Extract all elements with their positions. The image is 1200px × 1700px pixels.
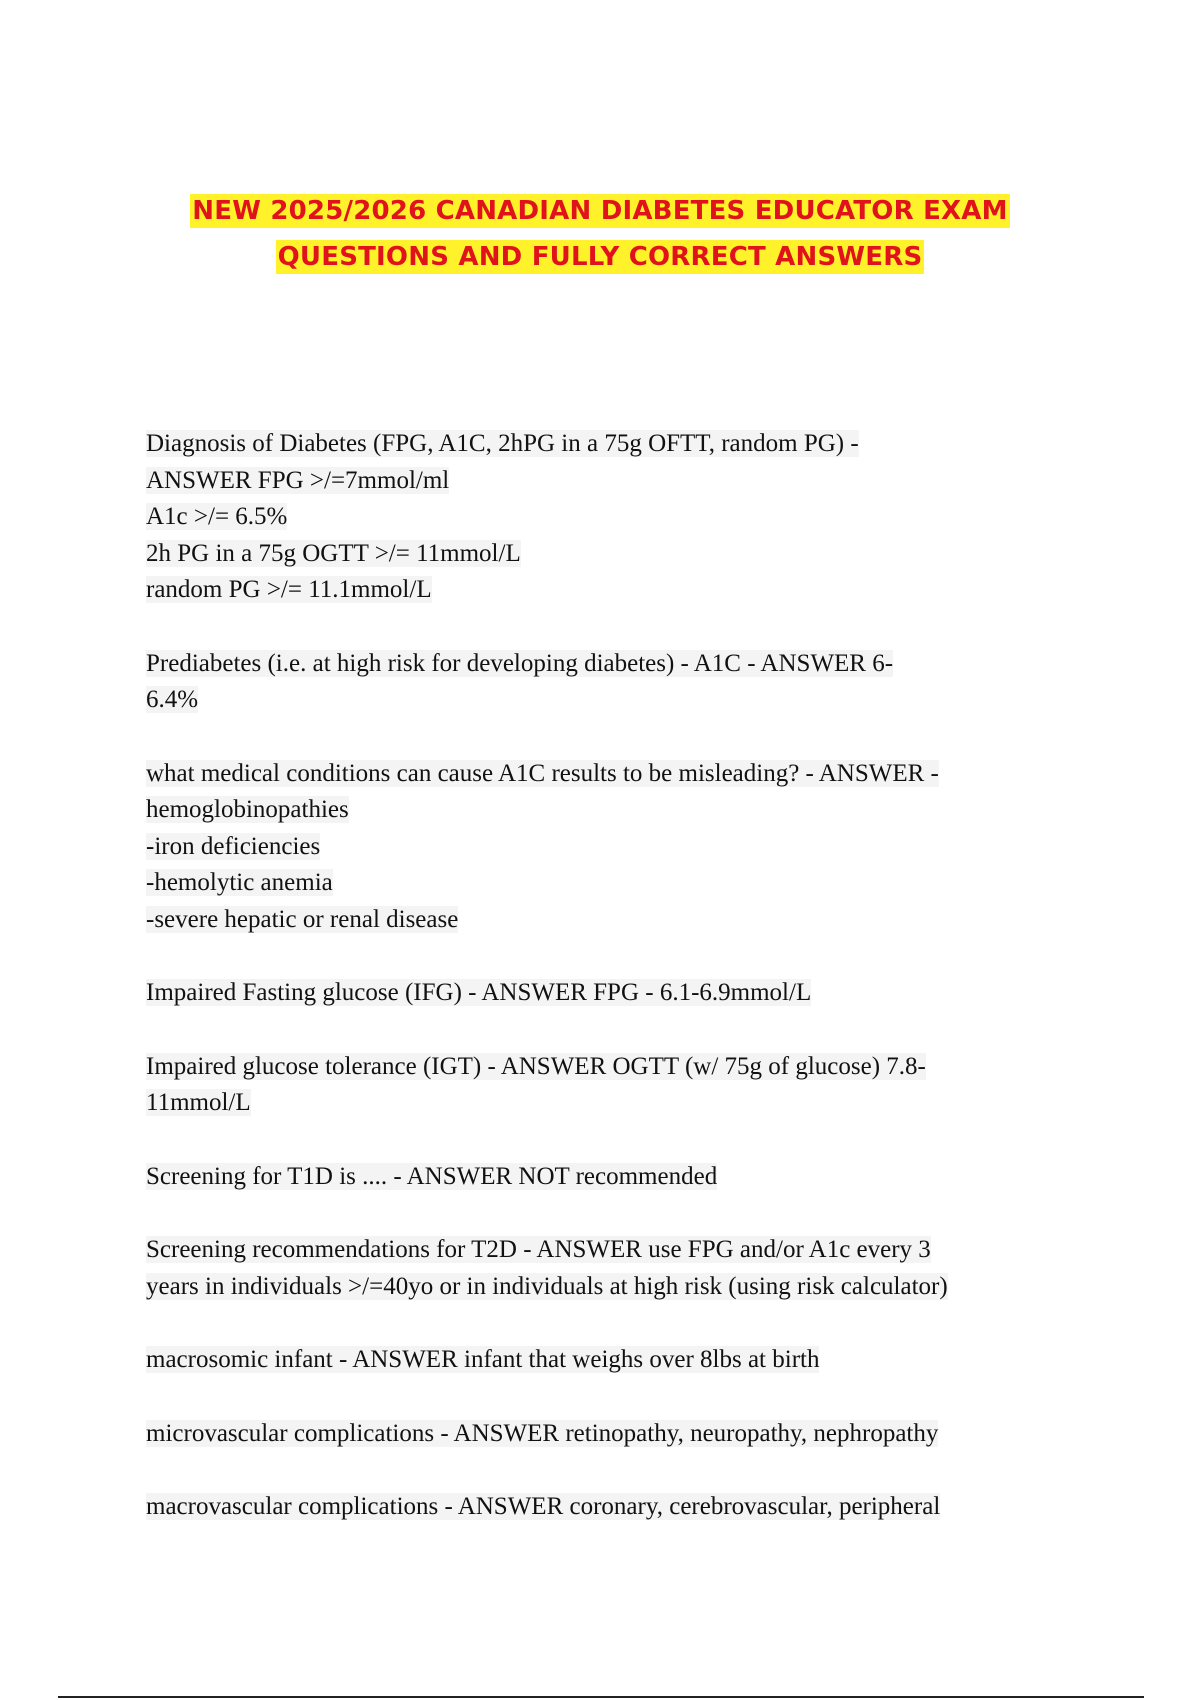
qa-line: -severe hepatic or renal disease	[146, 905, 459, 933]
title-line-1: NEW 2025/2026 CANADIAN DIABETES EDUCATOR EXAM	[192, 196, 1008, 226]
qa-line: -iron deficiencies	[146, 832, 321, 860]
qa-line: random PG >/= 11.1mmol/L	[146, 576, 432, 603]
qa-item-ifg	[146, 975, 1076, 1012]
qa-line: Impaired glucose tolerance (IGT) - ANSWER OGTT (w/ 75g of glucose) 7.8-	[146, 1052, 926, 1080]
qa-line: Impaired Fasting glucose (IFG) - ANSWER FPG - 6.1-6.9mmol/L	[146, 979, 812, 1006]
qa-line: macrovascular complications - ANSWER coronary, cerebrovascular, peripheral	[146, 1493, 941, 1520]
qa-line: hemoglobinopathies	[146, 796, 349, 823]
qa-item-diagnosis	[146, 426, 1076, 609]
qa-line: Diagnosis of Diabetes (FPG, A1C, 2hPG in a 75g OFTT, random PG) -	[146, 430, 859, 457]
qa-line: Screening for T1D is .... - ANSWER NOT recommended	[146, 1162, 718, 1190]
qa-line: Screening recommendations for T2D - ANSWER use FPG and/or A1c every 3	[146, 1236, 931, 1263]
qa-list	[146, 426, 1076, 1563]
qa-line: 6.4%	[146, 686, 199, 713]
title-line-2: QUESTIONS AND FULLY CORRECT ANSWERS	[277, 242, 923, 272]
qa-line: A1c >/= 6.5%	[146, 503, 288, 530]
qa-line: ANSWER FPG >/=7mmol/ml	[146, 466, 450, 494]
document-title	[100, 188, 1100, 280]
qa-line: 11mmol/L	[146, 1089, 251, 1116]
qa-line: microvascular complications - ANSWER retinopathy, neuropathy, nephropathy	[146, 1419, 939, 1447]
qa-item-macrovascular	[146, 1489, 1076, 1526]
qa-item-a1c-misleading	[146, 756, 1076, 939]
qa-item-t2d-screening	[146, 1232, 1076, 1305]
qa-line: macrosomic infant - ANSWER infant that weighs over 8lbs at birth	[146, 1346, 820, 1373]
qa-item-t1d-screening	[146, 1159, 1076, 1196]
qa-line: years in individuals >/=40yo or in individuals at high risk (using risk calculator)	[146, 1272, 948, 1300]
qa-item-microvascular	[146, 1416, 1076, 1453]
qa-line: -hemolytic anemia	[146, 869, 333, 896]
qa-line: 2h PG in a 75g OGTT >/= 11mmol/L	[146, 539, 521, 567]
bottom-divider	[58, 1696, 1144, 1698]
qa-line: Prediabetes (i.e. at high risk for developing diabetes) - A1C - ANSWER 6-	[146, 649, 894, 677]
qa-item-igt	[146, 1049, 1076, 1122]
qa-item-macrosomic-infant	[146, 1342, 1076, 1379]
qa-line: what medical conditions can cause A1C results to be misleading? - ANSWER -	[146, 759, 939, 787]
qa-item-prediabetes	[146, 646, 1076, 719]
